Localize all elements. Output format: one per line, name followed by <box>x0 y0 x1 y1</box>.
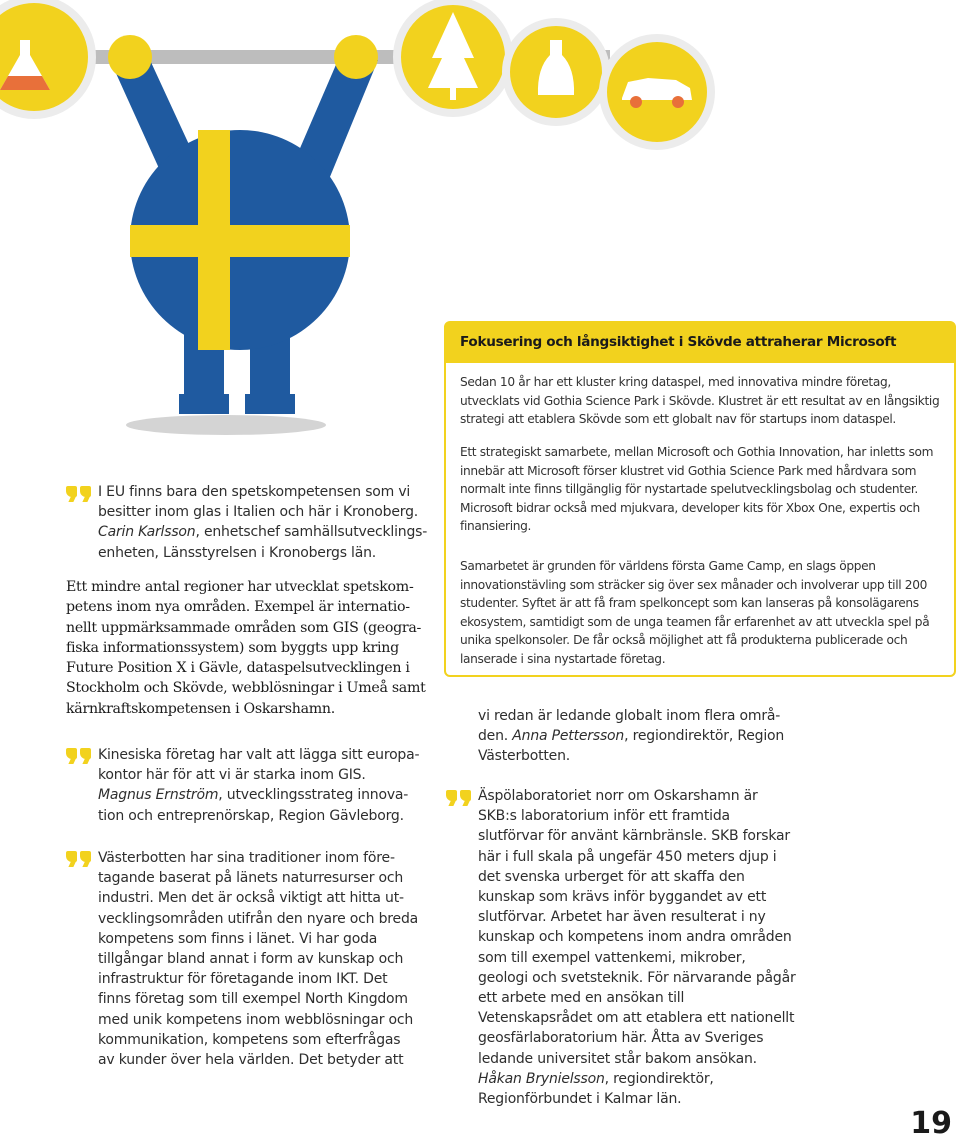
quote-author: Carin Karlsson <box>98 524 196 541</box>
quote-author: Magnus Ernström <box>98 787 219 804</box>
flag-body <box>130 130 350 350</box>
quote-mark-icon <box>66 851 92 867</box>
fact-box-paragraph: Samarbetet är grunden för världens första Game Camp, en slags öppen innovationstävling som sträcker sig över sex månader och involverar upp till 200 studenter. Syftet är att få fram spelkoncept som kan lanseras på konsolägarens ekosystem, samtidigt som de unga teamen får erfarenhet av att utveckla spel på unika spelkonsoler. De får också möjlighet att få produkterna publicerade och lanserade i sina nystartade företag. <box>460 559 930 666</box>
quote-text: Västerbotten har sina traditioner inom företagande baserat på länets naturresurser och industri. Men det är också viktigt att hitta utvecklingsområden utifrån den nyare och breda kompetens som finns i länet. Vi har goda tillgångar bland annat i form av kunskap och infrastruktur för företagande inom IKT. Det finns företag som till exempel North Kingdom med unik kompetens inom webblösningar och kommunikation, kompetens som efterfrågas av kunder över hela världen. Det betyder att <box>98 850 419 1069</box>
body-paragraph: Ett mindre antal regioner har utvecklat spetskompetens inom nya områden. Exempel är internationellt uppmärksammade områden som GIS (geografiska informationssystem) som byggts upp kring Future Position X i Gävle, dataspelsutvecklingen i Stockholm och Skövde, webblösningar i Umeå samt kärnkraftskompetensen i Oskarshamn. <box>66 579 426 717</box>
quote-carin <box>98 482 428 563</box>
quote-mark-icon <box>66 748 92 764</box>
fact-box-header <box>446 323 954 363</box>
bottle-icon <box>506 22 606 122</box>
quote-role: , regiondirektör, Region Västerbotten. <box>478 728 785 765</box>
quote-text: I EU finns bara den spetskompetensen som vi besitter inom glas i Italien och här i Kronoberg. <box>98 484 419 521</box>
fact-box-paragraph: Ett strategiskt samarbete, mellan Microsoft och Gothia Innovation, har inletts som innebär att Microsoft förser klustret vid Gothia Science Park med hårdvara som normalt inte finns tillgänglig för nystartade spelutvecklingsbolag och studenter. Microsoft bidrar också med mjukvara, developer kits för Xbox One, expertis och finansiering. <box>460 445 934 533</box>
car-icon <box>603 38 711 146</box>
quote-anna <box>478 706 796 767</box>
fact-box-paragraph: Sedan 10 år har ett kluster kring dataspel, med innovativa mindre företag, utvecklats vid Gothia Science Park i Skövde. Klustret är ett resultat av en långsiktig strategi att etablera Skövde som ett globalt nav för startups inom dataspel. <box>460 375 940 426</box>
shadow <box>126 415 326 435</box>
quote-text: Kinesiska företag har valt att lägga sitt europakontor här för att vi är starka inom GIS. <box>98 747 420 784</box>
tree-icon <box>397 1 509 113</box>
quote-author: Håkan Brynielsson <box>478 1070 605 1087</box>
quote-magnus <box>98 745 420 826</box>
quote-text: Äspölaboratoriet norr om Oskarshamn är SKB:s laboratorium inför ett framtida slutförvar för använt kärnbränsle. SKB forskar här i full skala på ungefär 450 meters djup i det svenska urberget för att skaffa den kunskap som krävs inför byggandet av ett slutförvar. Arbetet har även resulterat i ny kunskap och kompetens inom andra områden som till exempel vattenkemi, mikrober, geologi och svetsteknik. För närvarande pågår ett arbete med en ansökan till Vetenskapsrådet om att etablera ett nationellt geosfärlaboratorium här. Åtta av Sveriges ledande universitet står bakom ansökan. <box>478 788 796 1067</box>
page-number: 19 <box>910 1106 952 1141</box>
quote-role: , enhetschef samhällsutvecklingsenheten, Länsstyrelsen i Kronobergs län. <box>98 524 428 561</box>
quote-role: , utvecklingsstrateg innovation och entreprenörskap, Region Gävleborg. <box>98 787 409 824</box>
flask-icon <box>0 0 92 115</box>
fact-box <box>444 321 956 677</box>
fact-box-title: Fokusering och långsiktighet i Skövde attraherar Microsoft <box>460 334 897 350</box>
quote-vasterbotten <box>98 848 418 1070</box>
quote-mark-icon <box>446 790 472 806</box>
quote-text: vi redan är ledande globalt inom flera områden. <box>478 708 781 745</box>
quote-hakan <box>478 786 796 1109</box>
quote-role: , regiondirektör, Regionförbundet i Kalmar län. <box>478 1070 714 1108</box>
quote-mark-icon <box>66 486 92 502</box>
quote-author: Anna Pettersson <box>512 728 625 745</box>
